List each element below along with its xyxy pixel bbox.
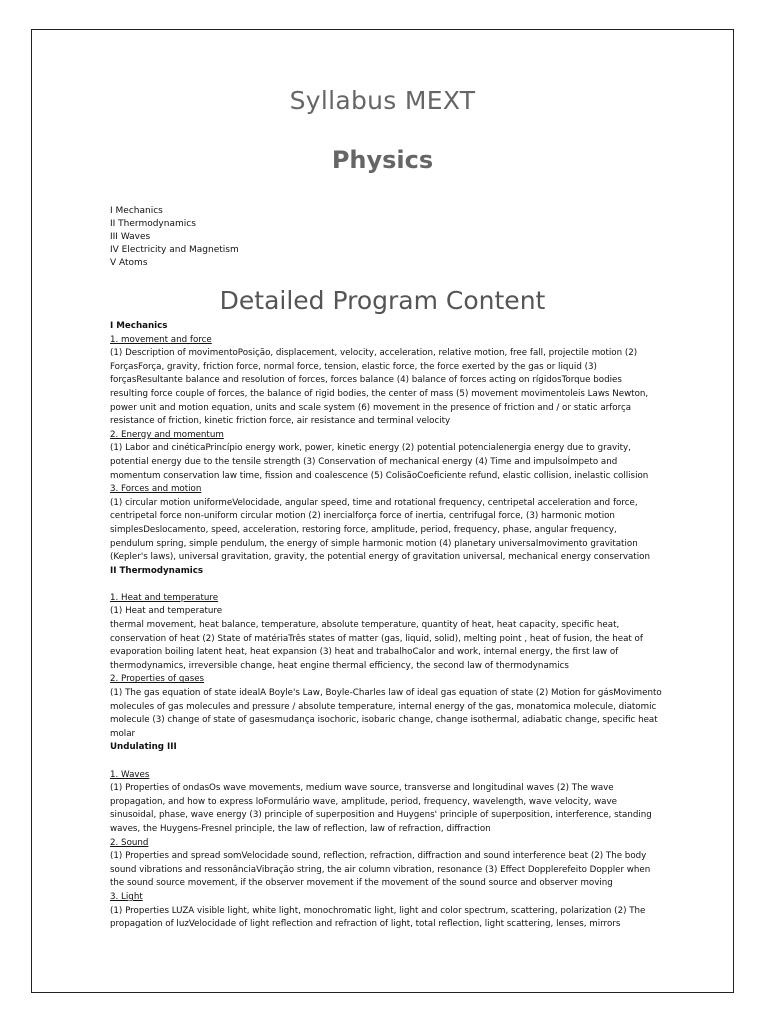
table-of-contents bbox=[110, 205, 239, 270]
paragraph: (1) Properties of ondasOs wave movements, medium wave source, transverse and longitudinal waves (2) The wave propagation, and how to express loFormulário wave, amplitude, period, frequency, wavelength, wave velocity, wave sinusoidal, phase, wave energy (3) principle of superposition and Huygens' principle of superposition, interference, standing waves, the Huygens-Fresnel principle, the law of reflection, law of refraction, diffraction bbox=[110, 783, 652, 834]
paragraph: (1) Properties LUZA visible light, white light, monochromatic light, light and color spectrum, scattering, polarization (2) The propagation of luzVelocidade of light reflection and refraction of light, total reflection, light scattering, lenses, mirrors bbox=[110, 905, 646, 930]
paragraph: thermal movement, heat balance, temperature, absolute temperature, quantity of heat, heat capacity, specific heat, conservation of heat (2) State of matériaTrês states of matter (gas, liquid, solid), melting point , heat of fusion, the heat of evaporation boiling latent heat, heat expansion (3) heat and trabalhoCalor and work, internal energy, the first law of thermodynamics, irreversible change, heat engine thermal efficiency, the second law of thermodynamics bbox=[110, 620, 643, 671]
subsection-heading: 1. Heat and temperature bbox=[110, 592, 219, 603]
spacer bbox=[110, 578, 662, 592]
document-title: Syllabus MEXT bbox=[289, 86, 476, 115]
toc-item: I Mechanics bbox=[110, 206, 163, 216]
paragraph: (1) The gas equation of state idealA Boyle's Law, Boyle-Charles law of ideal gas equation of state (2) Motion for gásMovimento molecules of gas molecules and pressure / absolute temperature, internal energy of the gas, monatomica molecule, diatomic molecule (3) change of state of gasesmudança isochoric, isobaric change, change isothermal, adiabatic change, specific heat molar bbox=[110, 688, 662, 739]
paragraph: (1) circular motion uniformeVelocidade, angular speed, time and rotational frequency, centripetal acceleration and force, centripetal force non-uniform circular motion (2) inercialforça force of inertia, centrifugal force, (3) harmonic motion simplesDeslocamento, speed, acceleration, restoring force, amplitude, period, frequency, phase, angular frequency, pendulum spring, simple pendulum, the energy of simple harmonic motion (4) planetary universalmovimento gravitation (Kepler's laws), universal gravitation, gravity, the potential energy of gravitation universal, mechanical energy conservation bbox=[110, 497, 650, 563]
document-subtitle: Physics bbox=[331, 146, 434, 174]
toc-item: IV Electricity and Magnetism bbox=[110, 245, 239, 255]
document-page bbox=[31, 29, 734, 993]
toc-item: III Waves bbox=[110, 232, 151, 242]
subsection-heading: 2. Sound bbox=[110, 837, 149, 848]
paragraph: (1) Description of movimentoPosição, displacement, velocity, acceleration, relative motion, free fall, projectile motion (2) ForçasForça, gravity, friction force, normal force, tension, elastic force, the force exerted by the gas or liquid (3) forçasResultante balance and resolution of forces, forces balance (4) balance of forces acting on rígidosTorque bodies resulting force couple of forces, the balance of rigid bodies, the center of mass (5) movement movimentoleis Laws Newton, power unit and motion equation, units and scale system (6) movement in the presence of friction and / or static arforça resistance of friction, kinetic friction force, air resistance and terminal velocity bbox=[110, 348, 649, 427]
subsection-heading: 3. Forces and motion bbox=[110, 484, 202, 495]
toc-item: V Atoms bbox=[110, 258, 148, 268]
section-heading: I Mechanics bbox=[110, 321, 168, 331]
subsection-heading: 2. Properties of gases bbox=[110, 674, 205, 685]
subsection-heading: 1. movement and force bbox=[110, 334, 212, 345]
spacer bbox=[110, 755, 662, 769]
subsection-heading: 2. Energy and momentum bbox=[110, 429, 224, 440]
paragraph: (1) Properties and spread somVelocidade sound, reflection, refraction, diffraction and sound interference beat (2) The body sound vibrations and ressonânciaVibração string, the air column vibration, resonance (3) Effect Dopplerefeito Doppler when the sound source movement, if the observer movement if the movement of the sound source and observer moving bbox=[110, 851, 651, 889]
program-content bbox=[110, 320, 662, 932]
paragraph: (1) Heat and temperature bbox=[110, 606, 223, 617]
section-heading: II Thermodynamics bbox=[110, 565, 204, 576]
paragraph: (1) Labor and cinéticaPrincípio energy work, power, kinetic energy (2) potential potencialenergia energy due to gravity, potential energy due to the tensile strength (3) Conservation of mechanical energy (4) Time and impulsoÍmpeto and momentum conservation law time, fission and coalescence (5) ColisãoCoeficiente refund, elastic collision, inelastic collision bbox=[110, 443, 649, 481]
section-heading: Undulating III bbox=[110, 742, 177, 753]
subsection-heading: 3. Light bbox=[110, 891, 143, 902]
subsection-heading: 1. Waves bbox=[110, 769, 150, 780]
toc-item: II Thermodynamics bbox=[110, 219, 196, 229]
detailed-content-heading: Detailed Program Content bbox=[219, 286, 546, 315]
